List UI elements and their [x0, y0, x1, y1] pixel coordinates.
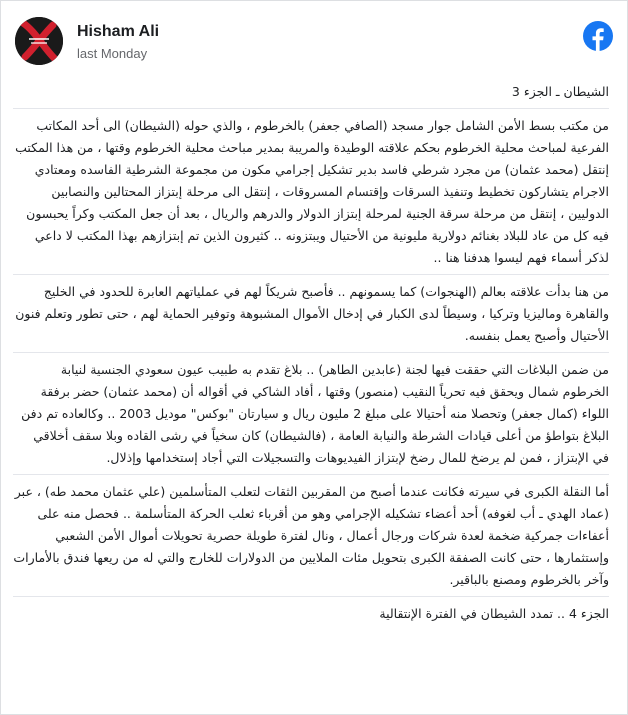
divider — [13, 596, 609, 597]
post-next-part: الجزء 4 .. تمدد الشيطان في الفترة الإنتقالية — [379, 606, 609, 621]
post-header — [15, 15, 615, 67]
post-timestamp[interactable]: last Monday — [77, 46, 148, 61]
post-paragraph: من مكتب بسط الأمن الشامل جوار مسجد (الصافي جعفر) بالخرطوم ، والذي حوله (الشيطان) الى أحد المكاتب الفرعية لمباحث محلية الخرطوم بحكم علاقته الوطيدة والمريبة بمدير مباحث محلية الخرطوم وقتها ، من هذا المكتب إنتقل (محمد عثمان) من مجرد شرطي فاسد بدير تشكيل إجرامي مكون من مجموعة الشرطية الفاسده ومعتادي الاجرام يتشاركون تخطيط وتنفيذ السرقات وإقتسام المسروقات ، إنتقل الى مرحلة إبتزاز المحتالين والنصابين الدوليين ، إنتقل من مرحلة سرقة الجنية لمرحلة إبتزاز الدولار والدرهم والريال ، بعد أن جعل المكتب وكراً يحبسون فيه كل من عاد للبلاد بغنائم دولارية مليونية من الأحتيال ويبتزونه .. كثيرون الذين تم إبتزازهم بهذا المكتب لا داعي لذكر أسماء فهم ليسوا هدفنا هنا .. — [15, 118, 609, 265]
post-paragraph: من هنا بدأت علاقته بعالم (الهنجوات) كما يسمونهم .. فأصبح شريكاً لهم في عملياتهم العابرة للحدود في الخليج والقاهرة وماليزيا وتركيا ، وسيطاً لدى الكبار في إدخال الأموال المشبوهة وتوفير الحماية لهم ، حتى تطور وتعلم فنون الأحتيال وأصبح يعمل بنفسه. — [15, 284, 609, 343]
author-name[interactable]: Hisham Ali — [77, 23, 160, 40]
post-body — [13, 81, 609, 630]
divider — [13, 108, 609, 109]
avatar-image — [15, 17, 63, 65]
post-title: الشيطان ـ الجزء 3 — [511, 84, 609, 99]
facebook-logo-icon — [583, 21, 613, 51]
divider — [13, 352, 609, 353]
post-paragraph: أما النقلة الكبرى في سيرته فكانت عندما أصبح من المقربين الثقات لتعلب المتأسلمين (علي عثمان محمد طه) ، عبر (عماد الهدي ـ أب لغوفه) أحد أعضاء تشكيله الإجرامي وهو من أقرباء ثعلب الحركة المتأسلمة .. فحصل منه على أعفاءات جمركية ضخمة لعدة شركات ورجال أعمال ، ونال لفترة طويلة حصرية تحويلات أموال الأمن الشعبي وإستثمارها ، حتى كانت الصفقة الكبرى بتحويل مئات الملايين من الدولارات للخارج والتي له من ريعها فندق بالأمارات وآخر بالخرطوم ومصنع بالباقير. — [13, 484, 609, 587]
divider — [13, 274, 609, 275]
divider — [13, 474, 609, 475]
avatar[interactable] — [15, 17, 63, 65]
post-paragraph: من ضمن البلاغات التي حققت فيها لجنة (عابدين الطاهر) .. بلاغ تقدم به طبيب عيون سعودي الجنسية لنيابة الخرطوم شمال ويحقق فيه تحرياً النقيب (منصور) وقتها ، أفاد الشاكي في أقواله أن (محمد عثمان) حضر برفقة اللواء (كمال جعفر) وتحصلا منه أحتيالا على مبلغ 2 مليون ريال و سيارتان "بوكس" موديل 2003 .. وكالعاده تم دفن البلاغ بتواطؤ من أعلى قيادات الشرطة والنيابة العامة ، (فالشيطان) كان سخياً في رشى القاده وبلا سقف أخلاقي في الإبتزاز ، فمن لم يرضخ للمال رضخ لإبتزاز الفيديوهات والتسجيلات التي أجاد إستخدامها وإذلال. — [21, 362, 609, 465]
